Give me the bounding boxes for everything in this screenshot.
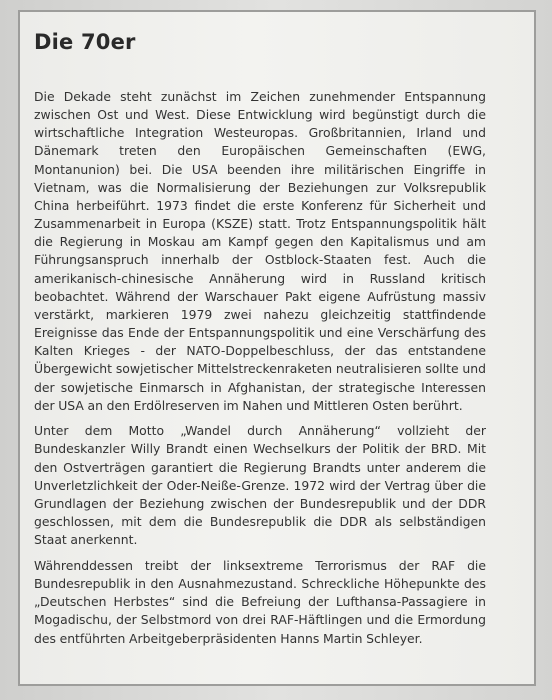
paragraph-raf: Währenddessen treibt der linksextreme Terrorismus der RAF die Bundesrepublik in den Ausnahmezustand. Schreckliche Höhepunkte des „Deutschen Herbstes“ sind die Befreiung der Lufthansa-Passagiere in Mogadischu, der Selbstmord von drei RAF-Häftlingen und die Ermordung des entführten Arbeitgeberpräsidenten Hanns Martin Schleyer. — [34, 557, 486, 646]
paragraph-entspannung: Die Dekade steht zunächst im Zeichen zunehmender Entspannung zwischen Ost und West. Diese Entwicklung wird begünstigt durch die wirtschaftliche Integration Westeuropas. Großbritannien, Irland und Dänemark treten den Europäischen Gemeinschaften (EWG, Montanunion) bei. Die USA beenden ihre militärischen Eingriffe in Vietnam, was die Normalisierung der Beziehungen zur Volksrepublik China herbeiführt. 1973 findet die erste Konferenz für Sicherheit und Zusammenarbeit in Europa (KSZE) statt. Trotz Entspannungspolitik hält die Regierung in Moskau am Kampf gegen den Kapitalismus und am Führungsanspruch innerhalb der Ostblock-Staaten fest. Auch die amerikanisch-chinesische Annäherung wird in Russland kritisch beobachtet. Während der Warschauer Pakt eigene Aufrüstung massiv verstärkt, markieren 1979 zwei nahezu gleichzeitig stattfindende Ereignisse das Ende der Entspannungspolitik und eine Verschärfung des Kalten Krieges - der NATO-Doppelbeschluss, der das entstandene Übergewicht sowjetischer Mittelstreckenraketen neutralisieren sollte und der sowjetische Einmarsch in Afghanistan, der strategische Interessen der USA an den Erdölreserven im Nahen und Mittleren Osten berührt. — [34, 89, 486, 413]
text-body — [34, 88, 486, 655]
paragraph-ostpolitik: Unter dem Motto „Wandel durch Annäherung“ vollzieht der Bundeskanzler Willy Brandt einen Wechselkurs der Politik der BRD. Mit den Ostverträgen garantiert die Regierung Brandts unter anderem die Unverletzlichkeit der Oder-Neiße-Grenze. 1972 wird der Vertrag über die Grundlagen der Beziehung zwischen der Bundesrepublik und der DDR geschlossen, mit dem die Bundesrepublik die DDR als selbständigen Staat anerkennt. — [34, 423, 486, 548]
page-title: Die 70er — [34, 30, 136, 54]
